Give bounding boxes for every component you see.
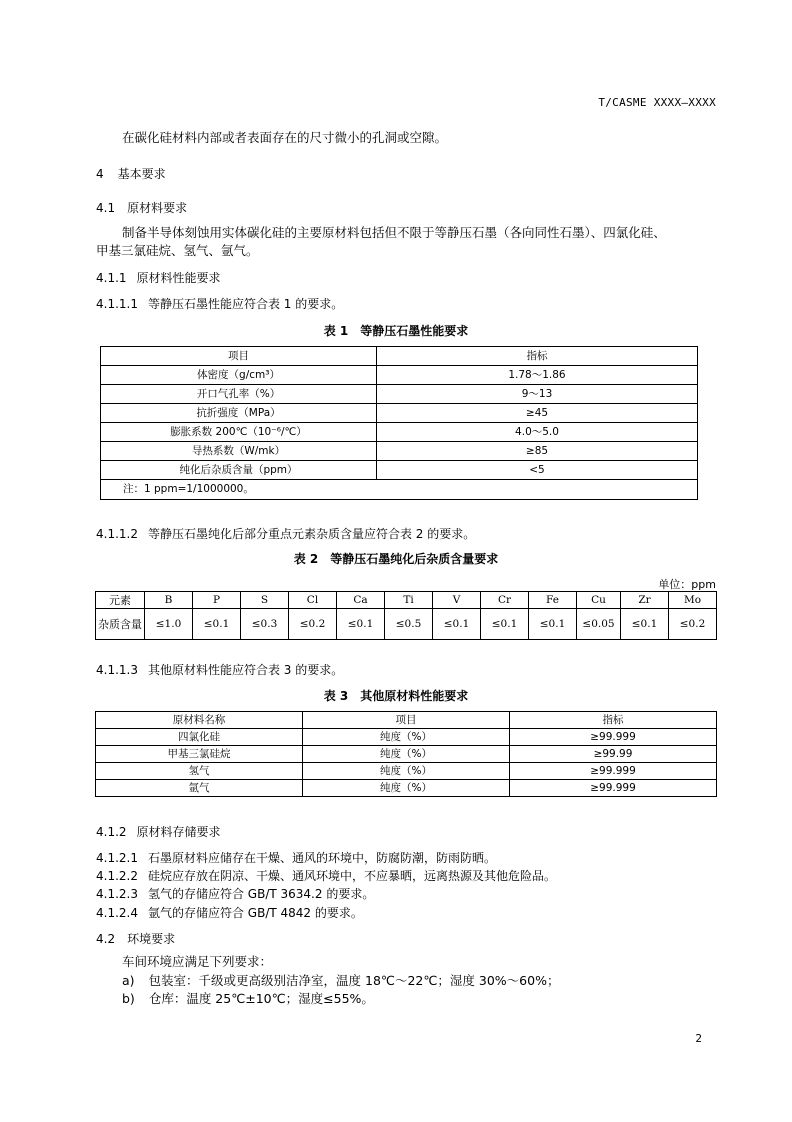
clause-number: 4.1.2.3 (96, 887, 138, 901)
clause-number: 4.1.2.2 (96, 869, 138, 883)
element-cell: Mo (669, 592, 717, 609)
table-cell: ≥99.99 (510, 746, 717, 763)
value-cell: ≤0.2 (669, 609, 717, 640)
table-1-caption: 表 1 等静压石墨性能要求 (323, 324, 469, 338)
environment-intro: 车间环境应满足下列要求： (122, 954, 273, 969)
value-cell: ≤0.5 (385, 609, 433, 640)
clause-text: 硅烷应存放在阴凉、干燥、通风环境中，不应暴晒，远离热源及其他危险品。 (147, 869, 556, 883)
clause-4-1-2-3 (96, 885, 374, 902)
element-cell: Ti (385, 592, 433, 609)
table-3-caption: 表 3 其他原材料性能要求 (323, 689, 469, 703)
table-cell: ≥85 (377, 442, 698, 461)
clause-text: 其他原材料性能应符合表 3 的要求。 (147, 663, 344, 677)
table-cell: 抗折强度（MPa） (101, 404, 377, 423)
table-note: 注：1 ppm=1/1000000。 (101, 480, 698, 500)
table-cell: 开口气孔率（%） (101, 385, 377, 404)
table-cell: 9～13 (377, 385, 698, 404)
table-cell: 纯度（%） (303, 729, 510, 746)
section-number: 4.1 (96, 201, 116, 215)
header-cell: 指标 (510, 712, 717, 729)
table-cell: 纯度（%） (303, 763, 510, 780)
list-item-text: 仓库：温度 25℃±10℃；湿度≤55%。 (148, 991, 374, 1006)
element-cell: Zr (621, 592, 669, 609)
value-cell: ≤0.1 (433, 609, 481, 640)
value-cell: ≤0.1 (337, 609, 385, 640)
table-1 (100, 346, 698, 500)
table-cell: <5 (377, 461, 698, 480)
list-item (122, 991, 374, 1007)
document-code-header: T/CASME XXXX—XXXX (598, 96, 716, 109)
table-cell: 膨胀系数 200℃（10⁻⁶/℃） (101, 423, 377, 442)
list-item-label: a) (122, 973, 135, 988)
element-cell: Ca (337, 592, 385, 609)
section-4-1-heading (96, 199, 187, 216)
table-note-row (101, 480, 698, 500)
table-row (96, 746, 717, 763)
table-cell: 四氯化硅 (96, 729, 303, 746)
value-cell: ≤0.2 (289, 609, 337, 640)
table-row (101, 442, 698, 461)
table-row (96, 763, 717, 780)
element-cell: B (145, 592, 193, 609)
clause-number: 4.1.1.3 (96, 663, 138, 677)
table-cell: ≥99.999 (510, 780, 717, 797)
header-cell: 项目 (101, 347, 377, 366)
section-4-1-1-heading (96, 269, 221, 286)
table-row (96, 780, 717, 797)
clause-4-1-2-2 (96, 867, 556, 884)
table-cell: ≥99.999 (510, 729, 717, 746)
table-cell: 1.78～1.86 (377, 366, 698, 385)
element-row (96, 592, 717, 609)
table-cell: 体密度（g/cm³） (101, 366, 377, 385)
value-cell: ≤0.1 (481, 609, 529, 640)
clause-text: 等静压石墨纯化后部分重点元素杂质含量应符合表 2 的要求。 (147, 527, 476, 541)
element-cell: Cr (481, 592, 529, 609)
element-cell: V (433, 592, 481, 609)
table-row (96, 729, 717, 746)
section-number: 4.2 (96, 932, 116, 946)
page-number: 2 (695, 1032, 702, 1045)
header-cell: 指标 (377, 347, 698, 366)
header-cell: 原材料名称 (96, 712, 303, 729)
value-cell: ≤0.3 (241, 609, 289, 640)
clause-text: 等静压石墨性能应符合表 1 的要求。 (147, 297, 344, 311)
list-item-text: 包装室：千级或更高级别洁净室，温度 18℃～22℃；湿度 30%～60%； (148, 973, 560, 988)
table-cell: ≥99.999 (510, 763, 717, 780)
clause-text: 氢气的存储应符合 GB/T 3634.2 的要求。 (147, 887, 375, 901)
clause-number: 4.1.1.2 (96, 527, 138, 541)
clause-number: 4.1.2.1 (96, 851, 138, 865)
definition-text: 在碳化硅材料内部或者表面存在的尺寸微小的孔洞或空隙。 (122, 130, 448, 145)
table-cell: 纯度（%） (303, 746, 510, 763)
table-2-caption: 表 2 等静压石墨纯化后杂质含量要求 (293, 552, 499, 566)
table-row (101, 423, 698, 442)
section-number: 4.1.2 (96, 825, 127, 839)
table-row (101, 461, 698, 480)
section-title: 基本要求 (117, 167, 166, 181)
section-4-heading (96, 165, 166, 182)
element-cell: Cu (577, 592, 621, 609)
impurity-row (96, 609, 717, 640)
table-row (101, 404, 698, 423)
table-cell: 纯度（%） (303, 780, 510, 797)
section-4-1-2-heading (96, 823, 221, 840)
clause-4-1-1-1 (96, 295, 343, 312)
table-row (101, 385, 698, 404)
list-item (122, 973, 559, 989)
row-label-element: 元素 (96, 592, 145, 609)
value-cell: ≤0.1 (621, 609, 669, 640)
clause-number: 4.1.2.4 (96, 906, 138, 920)
clause-text: 氩气的存储应符合 GB/T 4842 的要求。 (147, 906, 363, 920)
table-cell: ≥45 (377, 404, 698, 423)
table-row (101, 366, 698, 385)
clause-4-1-1-3 (96, 661, 343, 678)
table-2 (95, 591, 717, 640)
table-3 (95, 711, 717, 797)
raw-material-paragraph-line2: 甲基三氯硅烷、氢气、氩气。 (96, 243, 259, 258)
section-title: 原材料要求 (127, 201, 188, 215)
clause-text: 石墨原材料应储存在干燥、通风的环境中，防腐防潮，防雨防晒。 (147, 851, 496, 865)
table-header-row (96, 712, 717, 729)
value-cell: ≤1.0 (145, 609, 193, 640)
table-cell: 氢气 (96, 763, 303, 780)
clause-4-1-2-4 (96, 904, 363, 921)
table-2-unit: 单位：ppm (658, 578, 716, 591)
value-cell: ≤0.05 (577, 609, 621, 640)
section-number: 4.1.1 (96, 271, 127, 285)
table-cell: 4.0～5.0 (377, 423, 698, 442)
value-cell: ≤0.1 (193, 609, 241, 640)
table-header-row (101, 347, 698, 366)
section-title: 原材料存储要求 (136, 825, 221, 839)
element-cell: Cl (289, 592, 337, 609)
raw-material-paragraph-line1: 制备半导体刻蚀用实体碳化硅的主要原材料包括但不限于等静压石墨（各向同性石墨）、四氯化硅、 (122, 225, 666, 240)
table-cell: 甲基三氯硅烷 (96, 746, 303, 763)
clause-4-1-2-1 (96, 849, 496, 866)
value-cell: ≤0.1 (529, 609, 577, 640)
clause-number: 4.1.1.1 (96, 297, 138, 311)
clause-4-1-1-2 (96, 525, 475, 542)
section-4-2-heading (96, 930, 175, 947)
list-item-label: b) (122, 991, 135, 1006)
table-cell: 导热系数（W/mk） (101, 442, 377, 461)
section-title: 环境要求 (127, 932, 176, 946)
element-cell: S (241, 592, 289, 609)
section-number: 4 (96, 167, 104, 181)
section-title: 原材料性能要求 (136, 271, 221, 285)
row-label-impurity: 杂质含量 (96, 609, 145, 640)
element-cell: P (193, 592, 241, 609)
table-cell: 纯化后杂质含量（ppm） (101, 461, 377, 480)
table-cell: 氩气 (96, 780, 303, 797)
element-cell: Fe (529, 592, 577, 609)
header-cell: 项目 (303, 712, 510, 729)
